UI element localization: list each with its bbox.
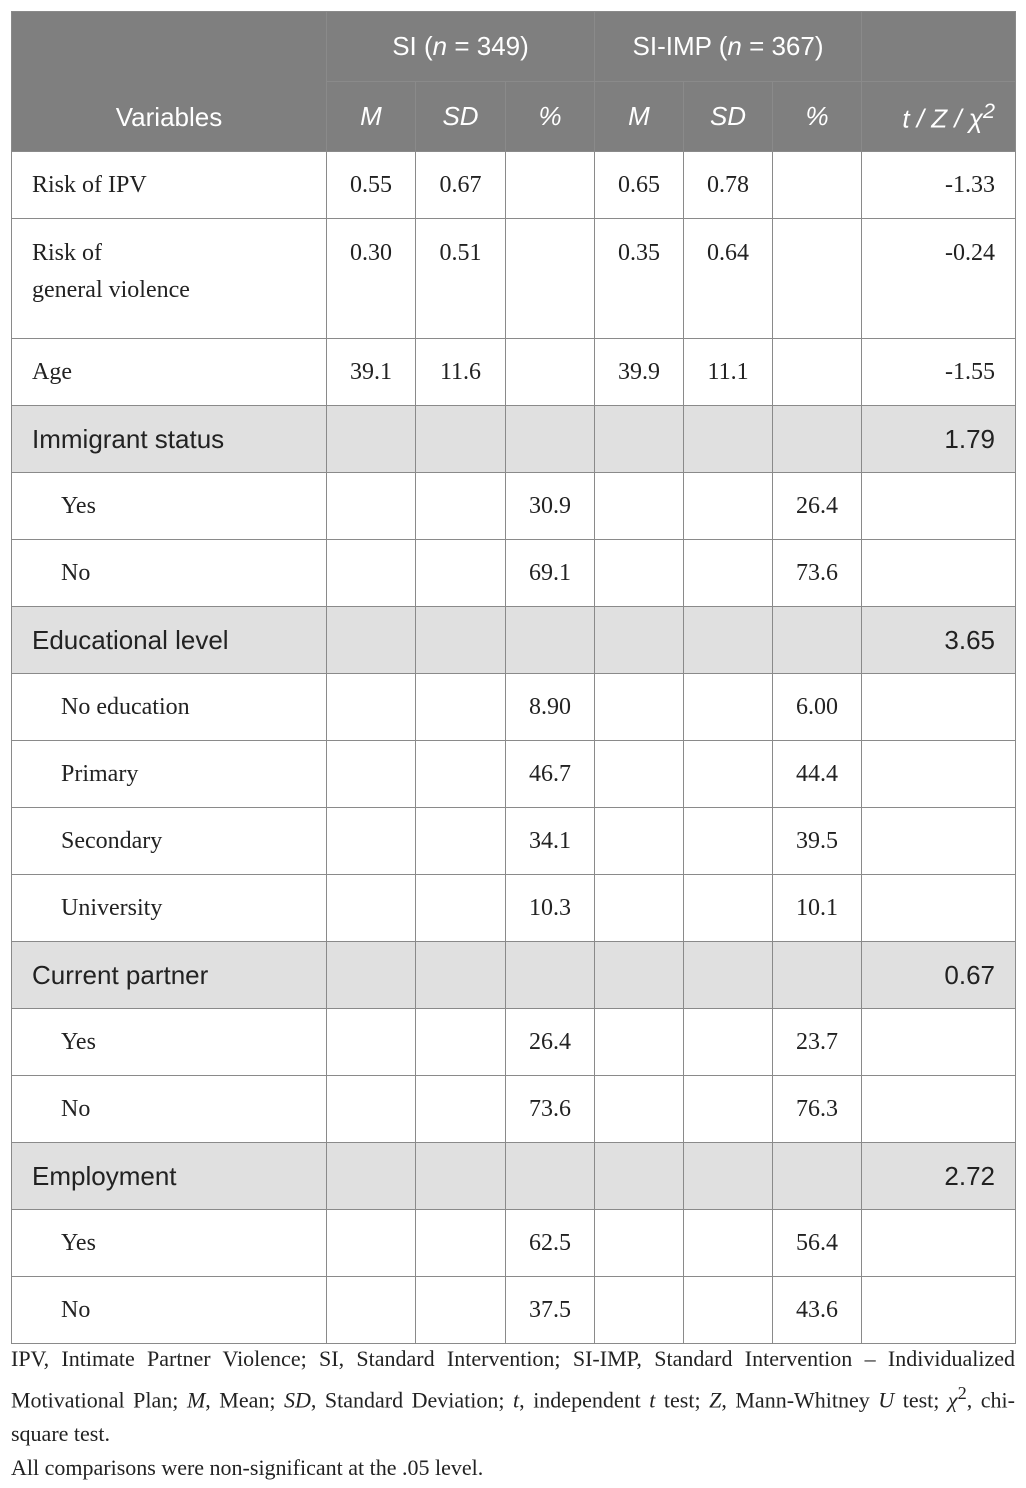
section-label: Immigrant status	[12, 406, 327, 473]
cell-empty	[862, 1277, 1016, 1344]
cell-stat: -0.24	[862, 219, 1016, 339]
cell-imp-pct: 43.6	[773, 1277, 862, 1344]
cell-imp-pct	[773, 339, 862, 406]
cell-empty	[773, 406, 862, 473]
cell-empty	[327, 1210, 416, 1277]
cell-si-pct: 62.5	[506, 1210, 595, 1277]
cell-empty	[506, 1143, 595, 1210]
header-group-si: SI (n = 349)	[327, 12, 595, 82]
table-footnote	[11, 1342, 1015, 1485]
cell-empty	[327, 1277, 416, 1344]
row-label: Secondary	[12, 808, 327, 875]
row-label: Yes	[12, 1210, 327, 1277]
cell-empty	[684, 674, 773, 741]
row-label: University	[12, 875, 327, 942]
cell-empty	[862, 540, 1016, 607]
cell-empty	[416, 1143, 506, 1210]
section-row	[12, 406, 1016, 473]
cell-empty	[416, 1210, 506, 1277]
cell-imp-pct: 39.5	[773, 808, 862, 875]
cell-empty	[327, 942, 416, 1009]
cell-stat: 3.65	[862, 607, 1016, 674]
cell-si-pct	[506, 339, 595, 406]
cell-empty	[327, 1009, 416, 1076]
cell-empty	[862, 741, 1016, 808]
cell-si-pct: 30.9	[506, 473, 595, 540]
cell-empty	[506, 942, 595, 1009]
cell-empty	[416, 1076, 506, 1143]
cell-empty	[416, 1009, 506, 1076]
cell-empty	[327, 607, 416, 674]
section-row	[12, 1143, 1016, 1210]
header-si-sd: SD	[416, 82, 506, 152]
cell-imp-pct: 44.4	[773, 741, 862, 808]
row-label: Yes	[12, 1009, 327, 1076]
header-imp-sd: SD	[684, 82, 773, 152]
cell-empty	[595, 741, 684, 808]
cell-imp-sd: 0.78	[684, 152, 773, 219]
cell-empty	[416, 942, 506, 1009]
cell-imp-m: 39.9	[595, 339, 684, 406]
cell-empty	[416, 674, 506, 741]
row-label: Primary	[12, 741, 327, 808]
section-row	[12, 607, 1016, 674]
cell-stat: -1.33	[862, 152, 1016, 219]
cell-empty	[595, 808, 684, 875]
table-row	[12, 1210, 1016, 1277]
section-row	[12, 942, 1016, 1009]
cell-empty	[506, 406, 595, 473]
cell-empty	[684, 741, 773, 808]
cell-empty	[327, 875, 416, 942]
cell-empty	[862, 808, 1016, 875]
table-row	[12, 540, 1016, 607]
cell-empty	[595, 1277, 684, 1344]
cell-stat: 0.67	[862, 942, 1016, 1009]
cell-empty	[684, 875, 773, 942]
cell-imp-pct: 76.3	[773, 1076, 862, 1143]
section-label: Employment	[12, 1143, 327, 1210]
cell-imp-pct	[773, 152, 862, 219]
cell-si-pct: 8.90	[506, 674, 595, 741]
cell-stat: 1.79	[862, 406, 1016, 473]
header-si-pct: %	[506, 82, 595, 152]
table-row	[12, 339, 1016, 406]
cell-empty	[416, 473, 506, 540]
cell-empty	[416, 607, 506, 674]
cell-si-pct: 37.5	[506, 1277, 595, 1344]
cell-empty	[684, 607, 773, 674]
header-imp-pct: %	[773, 82, 862, 152]
cell-si-sd: 0.67	[416, 152, 506, 219]
cell-empty	[773, 942, 862, 1009]
cell-si-pct: 26.4	[506, 1009, 595, 1076]
section-label: Current partner	[12, 942, 327, 1009]
cell-imp-m: 0.35	[595, 219, 684, 339]
cell-empty	[595, 875, 684, 942]
cell-imp-pct: 73.6	[773, 540, 862, 607]
cell-imp-pct: 23.7	[773, 1009, 862, 1076]
cell-imp-pct: 6.00	[773, 674, 862, 741]
cell-imp-pct	[773, 219, 862, 339]
table-row	[12, 152, 1016, 219]
cell-empty	[684, 1143, 773, 1210]
cell-si-pct: 73.6	[506, 1076, 595, 1143]
footnote-significance: All comparisons were non-significant at the .05 level.	[11, 1455, 484, 1481]
cell-empty	[416, 875, 506, 942]
cell-si-m: 39.1	[327, 339, 416, 406]
table-row	[12, 741, 1016, 808]
cell-empty	[595, 942, 684, 1009]
cell-empty	[327, 674, 416, 741]
cell-empty	[416, 741, 506, 808]
cell-empty	[684, 1009, 773, 1076]
table-row	[12, 1009, 1016, 1076]
table-row	[12, 674, 1016, 741]
cell-si-pct	[506, 219, 595, 339]
cell-empty	[327, 741, 416, 808]
cell-imp-pct: 10.1	[773, 875, 862, 942]
cell-empty	[684, 942, 773, 1009]
cell-imp-pct: 56.4	[773, 1210, 862, 1277]
cell-empty	[327, 808, 416, 875]
table-row	[12, 1076, 1016, 1143]
cell-empty	[862, 674, 1016, 741]
cell-empty	[327, 540, 416, 607]
cell-empty	[684, 1277, 773, 1344]
cell-empty	[327, 473, 416, 540]
table-row	[12, 1277, 1016, 1344]
cell-empty	[862, 1009, 1016, 1076]
cell-empty	[506, 607, 595, 674]
cell-empty	[684, 808, 773, 875]
cell-empty	[595, 1143, 684, 1210]
header-stat: t / Z / $\chi^2$	[862, 82, 1016, 152]
cell-si-m: 0.30	[327, 219, 416, 339]
cell-empty	[416, 540, 506, 607]
cell-empty	[684, 1210, 773, 1277]
row-label: No	[12, 1277, 327, 1344]
row-label: No education	[12, 674, 327, 741]
cell-imp-sd: 11.1	[684, 339, 773, 406]
cell-si-m: 0.55	[327, 152, 416, 219]
cell-empty	[595, 674, 684, 741]
cell-stat: 2.72	[862, 1143, 1016, 1210]
cell-empty	[595, 607, 684, 674]
row-label: Age	[12, 339, 327, 406]
cell-empty	[862, 1210, 1016, 1277]
cell-empty	[416, 406, 506, 473]
cell-empty	[327, 1076, 416, 1143]
cell-empty	[773, 607, 862, 674]
cell-imp-pct: 26.4	[773, 473, 862, 540]
table-container	[11, 11, 1015, 1344]
cell-empty	[595, 1009, 684, 1076]
header-row-groups	[12, 12, 1016, 82]
table-row	[12, 875, 1016, 942]
table-row	[12, 219, 1016, 339]
cell-si-sd: 11.6	[416, 339, 506, 406]
header-stat-empty	[862, 12, 1016, 82]
row-label: Risk of general violence	[12, 219, 327, 339]
cell-imp-m: 0.65	[595, 152, 684, 219]
cell-empty	[595, 1076, 684, 1143]
cell-si-pct: 69.1	[506, 540, 595, 607]
cell-empty	[416, 1277, 506, 1344]
footnote-abbreviations: IPV, Intimate Partner Violence; SI, Standard Intervention; SI-IMP, Standard Intervention – Individualized Motivational Plan; M, Mean; SD, Standard Deviation; t, independent t test; Z, Mann-Whitney U test; $\chi^2$, chi-square test.	[11, 1346, 1015, 1447]
cell-empty	[862, 1076, 1016, 1143]
cell-empty	[773, 1143, 862, 1210]
table-row	[12, 808, 1016, 875]
row-label: Risk of IPV	[12, 152, 327, 219]
cell-empty	[862, 875, 1016, 942]
cell-empty	[684, 473, 773, 540]
cell-empty	[684, 1076, 773, 1143]
cell-empty	[327, 406, 416, 473]
cell-empty	[595, 406, 684, 473]
header-imp-m: M	[595, 82, 684, 152]
cell-si-pct: 34.1	[506, 808, 595, 875]
header-si-m: M	[327, 82, 416, 152]
cell-si-pct	[506, 152, 595, 219]
cell-stat: -1.55	[862, 339, 1016, 406]
cell-empty	[684, 540, 773, 607]
cell-imp-sd: 0.64	[684, 219, 773, 339]
cell-si-sd: 0.51	[416, 219, 506, 339]
cell-empty	[862, 473, 1016, 540]
cell-empty	[327, 1143, 416, 1210]
cell-empty	[416, 808, 506, 875]
cell-si-pct: 46.7	[506, 741, 595, 808]
descriptives-table	[11, 11, 1016, 1344]
cell-empty	[595, 473, 684, 540]
row-label: No	[12, 540, 327, 607]
table-row	[12, 473, 1016, 540]
header-variables: Variables	[12, 12, 327, 152]
row-label: No	[12, 1076, 327, 1143]
section-label: Educational level	[12, 607, 327, 674]
header-group-si-imp: SI-IMP (n = 367)	[595, 12, 862, 82]
cell-si-pct: 10.3	[506, 875, 595, 942]
row-label: Yes	[12, 473, 327, 540]
cell-empty	[684, 406, 773, 473]
cell-empty	[595, 1210, 684, 1277]
cell-empty	[595, 540, 684, 607]
